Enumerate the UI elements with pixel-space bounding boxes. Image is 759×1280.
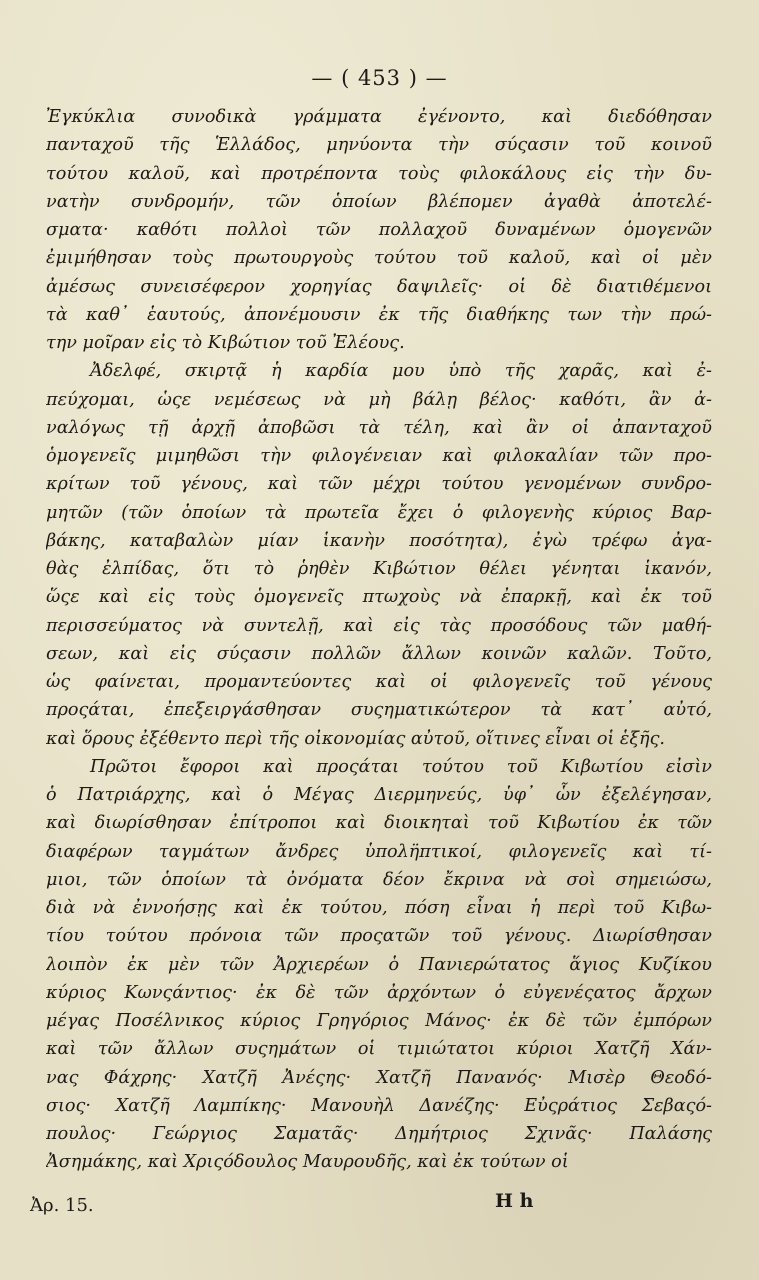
text-line: βάκης, καταβαλὼν μίαν ἱκανὴν ποσότητα), ἐγὼ τρέφω ἀγα- [46,530,712,551]
text-line: θὰς ἐλπίδας, ὅτι τὸ ῥηθὲν Κιβώτιον θέλει γένηται ἱκανόν, [46,559,712,579]
text-line: διαφέρων ταγμάτων ἄνδρες ὑπολη̈πτικοί, φιλογενεῖς καὶ τί- [46,841,712,862]
text-line: μιοι, τῶν ὁποίων τὰ ὀνόματα δέον ἔκρινα νὰ σοὶ σημειώσω, [46,869,712,890]
text-line: ὥςε καὶ εἰς τοὺς ὁμογενεῖς πτωχοὺς νὰ ἐπαρκῇ, καὶ ἐκ τοῦ [46,587,712,608]
text-line: ὡς φαίνεται, προμαντεύοντες καὶ οἱ φιλογενεῖς τοῦ γένους [46,672,712,692]
footer-signature: Ἀρ. 15. [30,1195,94,1216]
text-line: ἀμέσως συνεισέφερον χορηγίας δαψιλεῖς· οἱ δὲ διατιθέμενοι [46,276,712,297]
text-line: τούτου καλοῦ, καὶ προτρέποντα τοὺς φιλοκάλους εἰς τὴν δυ- [46,163,712,184]
text-line: νας Φάχρης· Χατζῆ Ἀνέςης· Χατζῆ Πανανός· Μισὲρ Θεοδό- [46,1067,712,1088]
text-line: Ἀσημάκης, καὶ Χριςόδουλος Μαυρουδῆς, καὶ ἐκ τούτων οἱ [46,1152,569,1173]
text-line: ὁμογενεῖς μιμηθῶσι τὴν φιλογένειαν καὶ φιλοκαλίαν τῶν προ- [46,446,712,466]
text-line: Ἀδελφέ, σκιρτᾷ ἡ καρδία μου ὑπὸ τῆς χαρᾶς, καὶ ἐ- [90,361,712,382]
text-line: περισσεύματος νὰ συντελῇ, καὶ εἰς τὰς προσόδους τῶν μαθή- [46,615,712,636]
text-line: πουλος· Γεώργιος Σαματᾶς· Δημήτριος Σχινᾶς· Παλάσης [46,1124,712,1144]
text-line: διὰ νὰ ἐννοήσῃς καὶ ἐκ τούτου, πόση εἶναι ἡ περὶ τοῦ Κιβω- [46,898,712,918]
text-line: σεων, καὶ εἰς σύςασιν πολλῶν ἄλλων κοινῶν καλῶν. Τοῦτο, [46,643,712,664]
text-line: καὶ διωρίσθησαν ἐπίτροποι καὶ διοικηταὶ τοῦ Κιβωτίου ἐκ τῶν [46,813,712,834]
text-line: την μοῖραν εἰς τὸ Κιβώτιον τοῦ Ἐλέους. [46,333,405,353]
paragraphs [46,103,712,1177]
text-line: κρίτων τοῦ γένους, καὶ τῶν μέχρι τούτου γενομένων συνδρο- [46,474,712,495]
text-line: προςάται, ἐπεξειργάσθησαν συςηματικώτερον τὰ κατ᾽ αὐτό, [46,700,712,721]
text-line: ἐμιμήθησαν τοὺς πρωτουργοὺς τούτου τοῦ καλοῦ, καὶ οἱ μὲν [46,248,712,269]
text-line: νατὴν συνδρομήν, τῶν ὁποίων βλέπομεν ἀγαθὰ ἀποτελέ- [46,191,712,212]
text-line: τίου τούτου πρόνοια τῶν προςατῶν τοῦ γένους. Διωρίσθησαν [46,926,712,947]
text-line: Πρῶτοι ἔφοροι καὶ προςάται τούτου τοῦ Κιβωτίου εἰσὶν [90,756,712,777]
text-line: πανταχοῦ τῆς Ἑλλάδος, μηνύοντα τὴν σύςασιν τοῦ κοινοῦ [46,135,712,156]
footer-sheet-mark: H h [495,1190,534,1212]
text-line: κύριος Κωνςάντιος· ἐκ δὲ τῶν ἀρχόντων ὁ εὐγενέςατος ἄρχων [46,982,712,1003]
text-line: ναλόγως τῇ ἀρχῇ ἀποβῶσι τὰ τέλη, καὶ ἂν οἱ ἀπανταχοῦ [46,417,712,438]
text-line: τὰ καθ᾽ ἑαυτούς, ἀπονέμουσιν ἐκ τῆς διαθήκης των τὴν πρώ- [46,304,712,325]
text-line: σματα· καθότι πολλοὶ τῶν πολλαχοῦ δυναμένων ὁμογενῶν [46,220,712,240]
text-line: μητῶν (τῶν ὁποίων τὰ πρωτεῖα ἔχει ὁ φιλογενὴς κύριος Βαρ- [46,502,712,523]
text-line: καὶ τῶν ἄλλων συςημάτων οἱ τιμιώτατοι κύριοι Χατζῆ Χάν- [46,1039,712,1060]
text-line: μέγας Ποσέλνικος κύριος Γρηγόριος Μάνος· ἐκ δὲ τῶν ἐμπόρων [46,1011,712,1031]
body-text [46,103,712,1177]
page-number: — ( 453 ) — [311,66,448,90]
text-line: Ἐγκύκλια συνοδικὰ γράμματα ἐγένοντο, καὶ διεδόθησαν [46,107,712,127]
text-line: ὁ Πατριάρχης, καὶ ὁ Μέγας Διερμηνεύς, ὑφ᾽ ὧν ἐξελέγησαν, [46,785,712,805]
text-line: καὶ ὅρους ἐξέθεντο περὶ τῆς οἰκονομίας αὐτοῦ, οἵτινες εἶναι οἱ ἑξῆς. [46,728,666,749]
text-line: σιος· Χατζῆ Λαμπίκης· Μανουὴλ Δανέζης· Εὐςράτιος Σεβαςό- [46,1095,712,1116]
text-line: λοιπὸν ἐκ μὲν τῶν Ἀρχιερέων ὁ Πανιερώτατος ἅγιος Κυζίκου [46,954,712,975]
text-line: πεύχομαι, ὡςε νεμέσεως νὰ μὴ βάλῃ βέλος· καθότι, ἂν ἀ- [46,389,712,410]
